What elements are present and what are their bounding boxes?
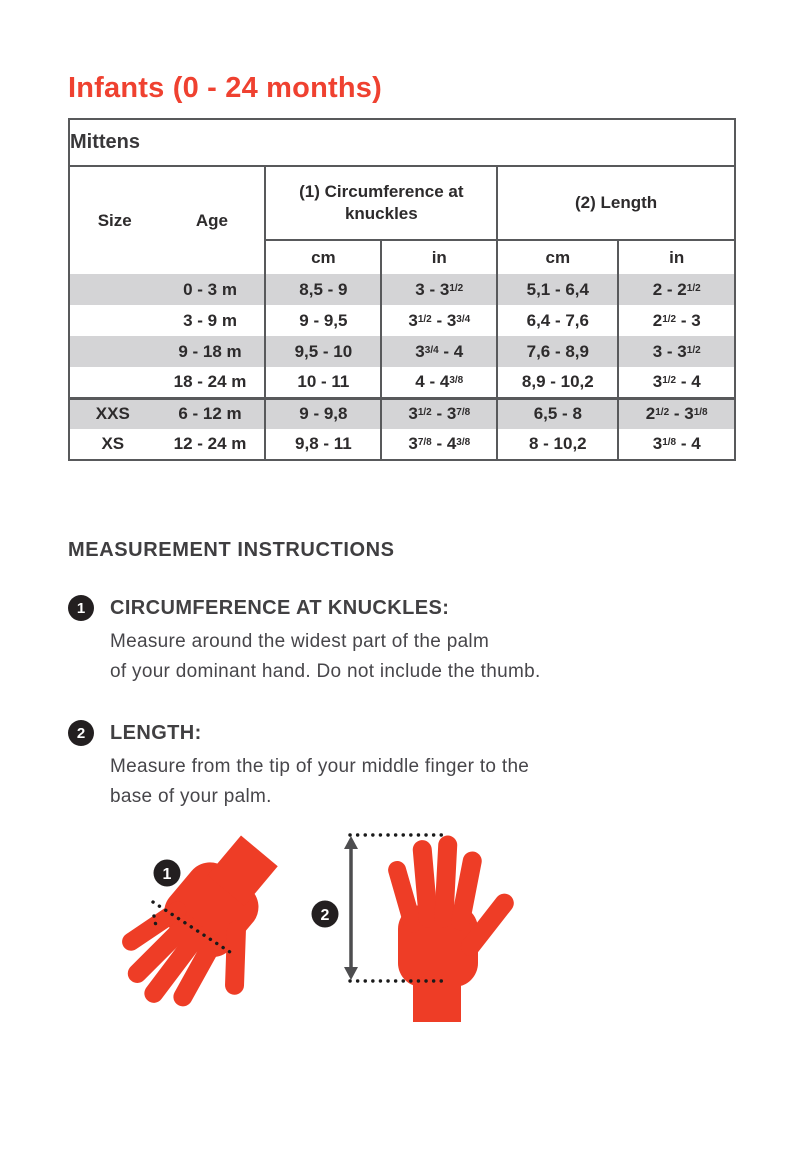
cell-size: XXS <box>69 398 156 429</box>
table-row <box>69 367 735 398</box>
size-age-header-cell <box>69 166 265 274</box>
instruction-line: Measure around the widest part of the palm <box>110 631 490 652</box>
cell-len-cm: 7,6 - 8,9 <box>497 336 618 367</box>
instruction-line: base of your palm. <box>110 786 272 807</box>
table-caption-row <box>69 119 735 166</box>
page-title: Infants (0 - 24 months) <box>68 72 382 104</box>
measurement-instructions-heading: MEASUREMENT INSTRUCTIONS <box>68 539 395 561</box>
table-row <box>69 398 735 429</box>
instruction-line: of your dominant hand. Do not include the thumb. <box>110 661 541 682</box>
cell-size <box>69 305 156 336</box>
age-column-header: Age <box>195 210 228 230</box>
cell-age: 3 - 9 m <box>183 310 237 330</box>
knuckle-hand-illustration <box>100 822 321 1022</box>
figure-badge-1-label: 1 <box>162 866 172 883</box>
cell-circ-cm: 8,5 - 9 <box>265 274 381 305</box>
cell-circ-cm: 9,5 - 10 <box>265 336 381 367</box>
figure-badge-2-label: 2 <box>320 907 330 924</box>
cell-size: XS <box>101 434 125 453</box>
unit-len-cm: cm <box>497 240 618 274</box>
step-1-badge: 1 <box>68 595 94 621</box>
cell-age: 6 - 12 m <box>156 398 266 429</box>
unit-len-in: in <box>618 240 735 274</box>
cell-circ-in: $3^{1/2} - 3^{7/8}$ <box>381 398 497 429</box>
cell-circ-in: $3^{3/4} - 4$ <box>381 336 497 367</box>
cell-circ-cm: 10 - 11 <box>265 367 381 398</box>
cell-len-in: $2^{1/2} - 3$ <box>618 305 735 336</box>
instruction-title: LENGTH: <box>110 722 202 744</box>
cell-age: 9 - 18 m <box>178 341 242 361</box>
length-header: (2) Length <box>497 166 735 240</box>
cell-len-in: $2^{1/2} - 3^{1/8}$ <box>618 398 735 429</box>
cell-circ-in: $4 - 4^{3/8}$ <box>381 367 497 398</box>
cell-circ-cm: 9 - 9,5 <box>265 305 381 336</box>
instruction-body <box>110 627 740 687</box>
cell-len-cm: 8,9 - 10,2 <box>497 367 618 398</box>
cell-circ-in: $3^{7/8} - 4^{3/8}$ <box>381 429 497 460</box>
cell-circ-cm: 9,8 - 11 <box>265 429 381 460</box>
cell-circ-in: $3 - 3^{1/2}$ <box>381 274 497 305</box>
mittens-size-table <box>68 118 736 461</box>
cell-size <box>69 367 156 398</box>
size-column-header: Size <box>97 210 132 230</box>
table-row <box>69 429 735 460</box>
length-hand-illustration <box>386 835 518 1022</box>
table-caption: Mittens <box>69 119 735 166</box>
cell-len-in: $2 - 2^{1/2}$ <box>618 274 735 305</box>
cell-len-cm: 6,4 - 7,6 <box>497 305 618 336</box>
instruction-item-circumference <box>68 595 740 687</box>
cell-size <box>69 274 156 305</box>
length-arrow <box>344 836 358 980</box>
cell-len-cm: 8 - 10,2 <box>497 429 618 460</box>
hand-figure-canvas <box>98 822 518 1022</box>
cell-circ-in: $3^{1/2} - 3^{3/4}$ <box>381 305 497 336</box>
cell-len-cm: 5,1 - 6,4 <box>497 274 618 305</box>
cell-len-in: $3^{1/8} - 4$ <box>618 429 735 460</box>
cell-len-in: $3 - 3^{1/2}$ <box>618 336 735 367</box>
size-guide-page <box>0 72 800 1027</box>
table-row <box>69 305 735 336</box>
cell-len-in: $3^{1/2} - 4$ <box>618 367 735 398</box>
cell-circ-cm: 9 - 9,8 <box>265 398 381 429</box>
instruction-line: Measure from the tip of your middle finger to the <box>110 756 530 777</box>
table-row <box>69 274 735 305</box>
instruction-title: CIRCUMFERENCE AT KNUCKLES: <box>110 597 450 619</box>
step-2-badge: 2 <box>68 720 94 746</box>
hand-measurement-figure <box>98 822 740 1027</box>
cell-age: 0 - 3 m <box>183 279 237 299</box>
unit-circ-cm: cm <box>265 240 381 274</box>
cell-size <box>69 336 156 367</box>
circumference-header: (1) Circumference at knuckles <box>265 166 497 240</box>
table-header-row <box>69 166 735 240</box>
instruction-item-length <box>68 720 740 812</box>
cell-age: 12 - 24 m <box>173 434 247 453</box>
instruction-body <box>110 752 740 812</box>
table-row <box>69 336 735 367</box>
cell-age: 18 - 24 m <box>173 371 247 391</box>
unit-circ-in: in <box>381 240 497 274</box>
cell-len-cm: 6,5 - 8 <box>497 398 618 429</box>
